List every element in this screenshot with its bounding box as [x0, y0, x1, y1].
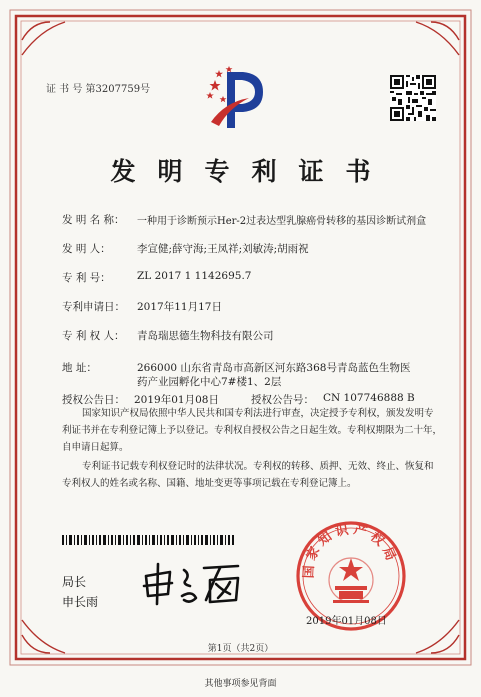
grant-statement-paragraph: 国家知识产权局依照中华人民共和国专利法进行审查，决定授予专利权，颁发发明专利证书并在专利登记簿上予以登记。专利权自授权公告之日起生效。专利权期限为二十年，自申请日起算。: [62, 408, 443, 453]
patent-office-logo-icon: [205, 62, 275, 134]
footer-note: 其他事项参见背面: [204, 679, 277, 689]
patent-number-label: 专 利 号：: [62, 272, 111, 284]
invention-name-value: 一种用于诊断预示Her-2过表达型乳腺癌骨转移的基因诊断试剂盒: [137, 216, 427, 227]
announce-number-label: 授权公告号：: [251, 394, 314, 406]
patentee-label: 专 利 权 人：: [62, 330, 125, 342]
address-value-line1: 266000 山东省青岛市高新区河东路368号青岛蓝色生物医: [137, 362, 411, 374]
filing-date-value: 2017年11月17日: [137, 301, 222, 313]
address-label: 地 址：: [62, 362, 97, 374]
announce-number-value: CN 107746888 B: [323, 392, 415, 404]
seal-date: 2019年01月08日: [306, 616, 387, 627]
announce-date-value: 2019年01月08日: [134, 394, 219, 406]
qr-code-icon: [390, 75, 436, 121]
inventor-label: 发 明 人：: [62, 243, 111, 255]
handwritten-signature-icon: [140, 560, 250, 608]
signature-role: 局长: [62, 575, 87, 589]
filing-date-label: 专利申请日：: [62, 301, 125, 313]
announce-date-label: 授权公告日：: [62, 394, 125, 406]
address-value-line2: 药产业园孵化中心7#楼1、2层: [137, 376, 282, 388]
signature-name: 申长雨: [62, 595, 99, 609]
invention-name-label: 发 明 名 称：: [62, 214, 125, 226]
svg-text:国家知识产权局: 国家知识产权局: [301, 522, 400, 579]
inventor-value: 李宣健;薛守海;王凤祥;刘敏涛;胡雨祝: [137, 243, 309, 255]
barcode-icon: [62, 535, 234, 545]
certificate-number: 证 书 号 第3207759号: [46, 84, 151, 95]
page-title: 发明专利证书: [110, 157, 393, 186]
patentee-value: 青岛瑞思德生物科技有限公司: [137, 330, 274, 342]
patent-number-value: ZL 2017 1 1142695.7: [137, 270, 252, 282]
page-indicator: 第1页（共2页）: [207, 644, 274, 654]
legal-status-paragraph: 专利证书记载专利权登记时的法律状况。专利权的转移、质押、无效、终止、恢复和专利权人的姓名或名称、国籍、地址变更等事项记载在专利登记簿上。: [62, 461, 434, 489]
